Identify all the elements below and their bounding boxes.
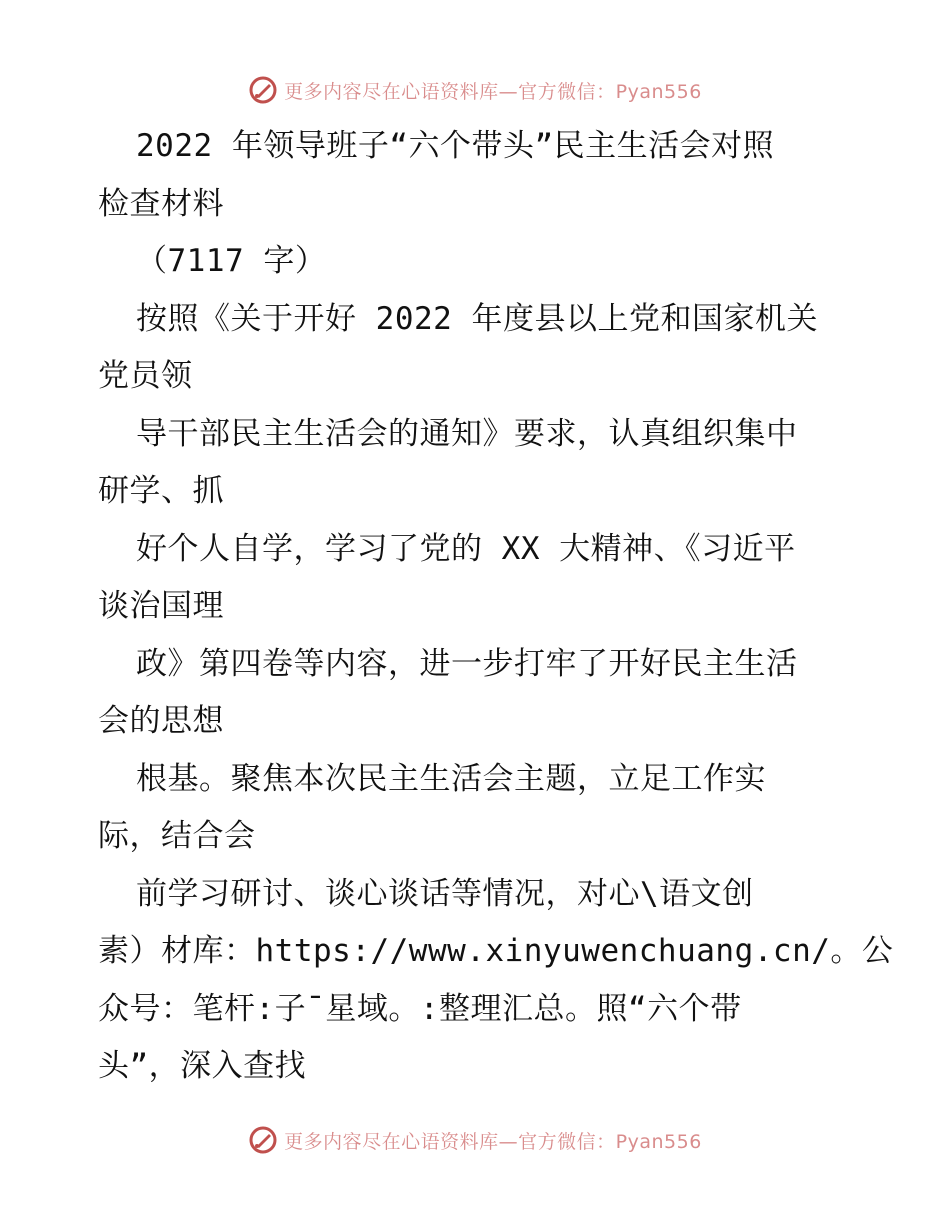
doc-line: 众号：笔杆:子¯星域。:整理汇总。照“六个带 [98,990,742,1027]
doc-line: 2022 年领导班子“六个带头”民主生活会对照 [136,128,775,164]
doc-line: 际，结合会 [98,818,256,854]
doc-line: 素）材库：https://www.xinyuwenchuang.cn/。公 [98,933,894,969]
quill-logo-icon [248,75,278,105]
doc-line: 检查材料 [98,185,224,222]
doc-line: 好个人自学，学习了党的 XX 大精神、《习近平 [136,530,796,567]
doc-line: 党员领 [98,358,193,394]
watermark-text: 更多内容尽在心语资料库—官方微信：Pyan556 [284,80,702,103]
doc-line: 按照《关于开好 2022 年度县以上党和国家机关 [136,300,818,337]
doc-line: 导干部民主生活会的通知》要求，认真组织集中 [136,415,798,452]
doc-line: （7117 字） [136,243,327,279]
doc-line: 研学、抓 [98,473,224,509]
doc-line: 根基。聚焦本次民主生活会主题，立足工作实 [136,760,766,797]
quill-logo-icon [248,1125,278,1155]
document-body [98,118,894,1096]
doc-line: 会的思想 [98,703,224,739]
watermark-text: 更多内容尽在心语资料库—官方微信：Pyan556 [284,1130,702,1153]
doc-line: 谈治国理 [98,588,224,624]
doc-line: 头”，深入查找 [98,1048,307,1084]
header-watermark [0,70,950,110]
doc-line: 政》第四卷等内容，进一步打牢了开好民主生活 [136,645,798,682]
doc-line: 前学习研讨、谈心谈话等情况，对心\语文创 [136,875,754,912]
footer-watermark [0,1120,950,1160]
